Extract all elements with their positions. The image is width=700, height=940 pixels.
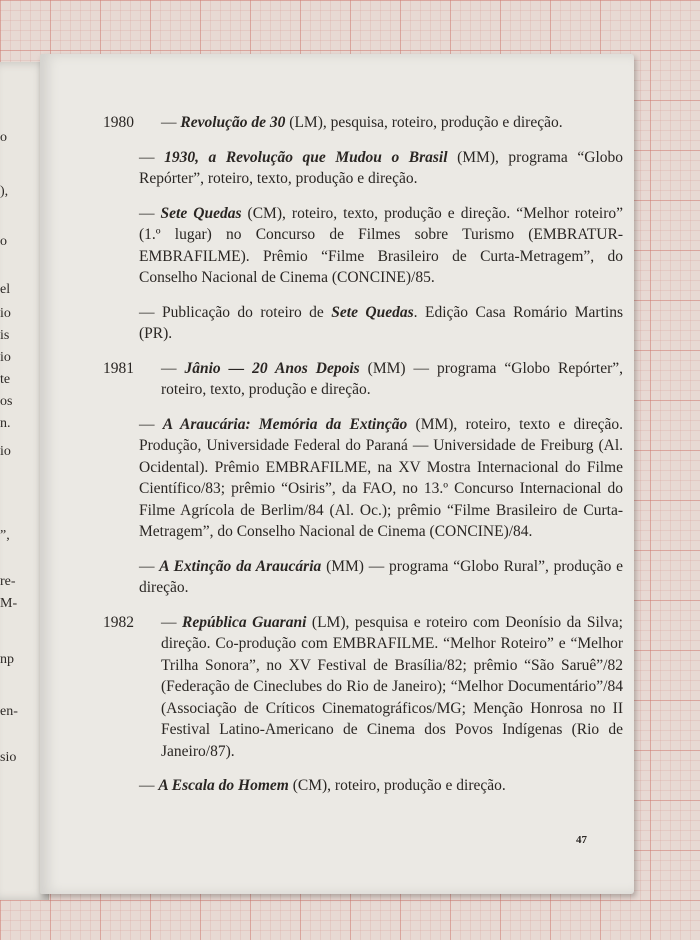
facing-page-text-fragment: en- [0, 704, 18, 719]
entry-text-segment: — [139, 557, 160, 575]
facing-page-text-fragment: os [0, 394, 13, 409]
filmography-entry [103, 302, 623, 345]
facing-page-text-fragment: ), [0, 184, 9, 199]
entry-text-segment: — [161, 613, 183, 631]
facing-page-text-fragment: io [0, 350, 11, 365]
entry-text-segment: . Edição Casa Romário Martins (PR). [139, 303, 623, 342]
film-title: Sete Quedas [160, 204, 242, 222]
film-title: A Escala do Homem [158, 777, 289, 794]
film-title: Jânio — 20 Anos Depois [184, 359, 360, 377]
page-number: 47 [576, 834, 587, 846]
facing-page-text-fragment: te [0, 372, 11, 387]
entry-text [161, 358, 623, 401]
entry-text [139, 775, 623, 797]
entry-text-segment: — [139, 204, 161, 222]
facing-page-text-fragment: re- [0, 574, 16, 589]
facing-page-text-fragment: o [0, 130, 7, 145]
film-title: A Extinção da Araucária [159, 557, 322, 575]
entry-text-segment: — [139, 415, 163, 433]
filmography-entry [103, 112, 623, 134]
entry-text-segment: — Publicação do roteiro de [139, 303, 332, 321]
entry-text-segment: (MM) — programa “Globo Rural”, produção e direção. [139, 557, 623, 596]
facing-page-text-fragment: el [0, 282, 11, 297]
facing-page-text-fragment: M- [0, 596, 18, 611]
facing-page-text-fragment: sio [0, 750, 17, 765]
film-title: República Guarani [182, 613, 307, 631]
entry-text [139, 203, 623, 289]
entry-text [161, 612, 623, 763]
facing-page-text-fragment: io [0, 444, 11, 459]
entry-text-segment: — [139, 148, 165, 166]
film-title: Revolução de 30 [180, 114, 286, 131]
entry-text [139, 302, 623, 345]
entry-text-segment: (MM) — programa “Globo Repórter”, roteiro, texto, produção e direção. [161, 359, 623, 398]
filmography-entry [103, 147, 623, 190]
entry-text [161, 112, 623, 134]
entry-text-segment: — [161, 359, 185, 377]
facing-page-text-fragment: ”, [0, 528, 10, 543]
film-title: A Araucária: Memória da Extinção [162, 415, 408, 433]
entry-text-segment: (CM), roteiro, texto, produção e direção. “Melhor roteiro” (1.º lugar) no Concurso de Filmes sobre Turismo (EMBRATUR-EMBRAFILME). Prêmio “Filme Brasileiro de Curta-Metragem”, do Conselho Nacional de Cinema (CONCINE)/85. [139, 204, 623, 286]
filmography-entry [103, 775, 623, 797]
entry-text [139, 556, 623, 599]
entry-year: 1980 [103, 114, 134, 131]
filmography-entry [103, 203, 623, 289]
entry-text-segment: (CM), roteiro, produção e direção. [288, 777, 506, 794]
entry-year: 1982 [103, 613, 134, 631]
facing-page-text-fragment: np [0, 652, 14, 667]
filmography-entry [103, 358, 623, 401]
film-title: 1930, a Revolução que Mudou o Brasil [164, 148, 448, 166]
entry-text [139, 147, 623, 190]
entry-text-segment: — [139, 777, 159, 794]
entry-text-segment: (MM), programa “Globo Repórter”, roteiro, texto, produção e direção. [139, 148, 624, 187]
entry-text-segment: (MM), roteiro, texto e direção. Produção, Universidade Federal do Paraná — Universidade de Freiburg (Al. Ocidental). Prêmio EMBRAFILME, na XV Mostra Internacional do Filme Científico/83; prêmio “Osiris”, da FAO, no 13.º Concurso Internacional do Filme Agrícola de Berlim/84 (Al. Oc.); prêmio “Filme Brasileiro de Curta-Metragem”, do Conselho Nacional de Cinema (CONCINE)/84. [139, 415, 624, 540]
facing-page-text-fragment: n. [0, 416, 11, 431]
facing-page-text-fragment: o [0, 234, 7, 249]
entry-year: 1981 [103, 359, 134, 377]
facing-page-text-fragment: io [0, 306, 11, 321]
filmography-list [103, 112, 623, 797]
book-page [40, 54, 634, 894]
film-title: Sete Quedas [331, 303, 414, 321]
entry-text [139, 414, 623, 543]
entry-text-segment: (LM), pesquisa e roteiro com Deonísio da Silva; direção. Co-produção com EMBRAFILME. “Melhor Roteiro” e “Melhor Trilha Sonora”, no XV Festival de Brasília/82; prêmio “São Saruê”/82 (Federação de Cineclubes do Rio de Janeiro); “Melhor Documentário”/84 (Associação de Críticos Cinematográficos/MG; Menção Honrosa no II Festival Latino-Americano de Cinema dos Povos Indígenas (Rio de Janeiro/87). [161, 613, 623, 760]
filmography-entry [103, 612, 623, 763]
filmography-entry [103, 414, 623, 543]
filmography-entry [103, 556, 623, 599]
entry-text-segment: (LM), pesquisa, roteiro, produção e direção. [285, 114, 563, 131]
entry-text-segment: — [161, 114, 181, 131]
facing-page-text-fragment: is [0, 328, 10, 343]
